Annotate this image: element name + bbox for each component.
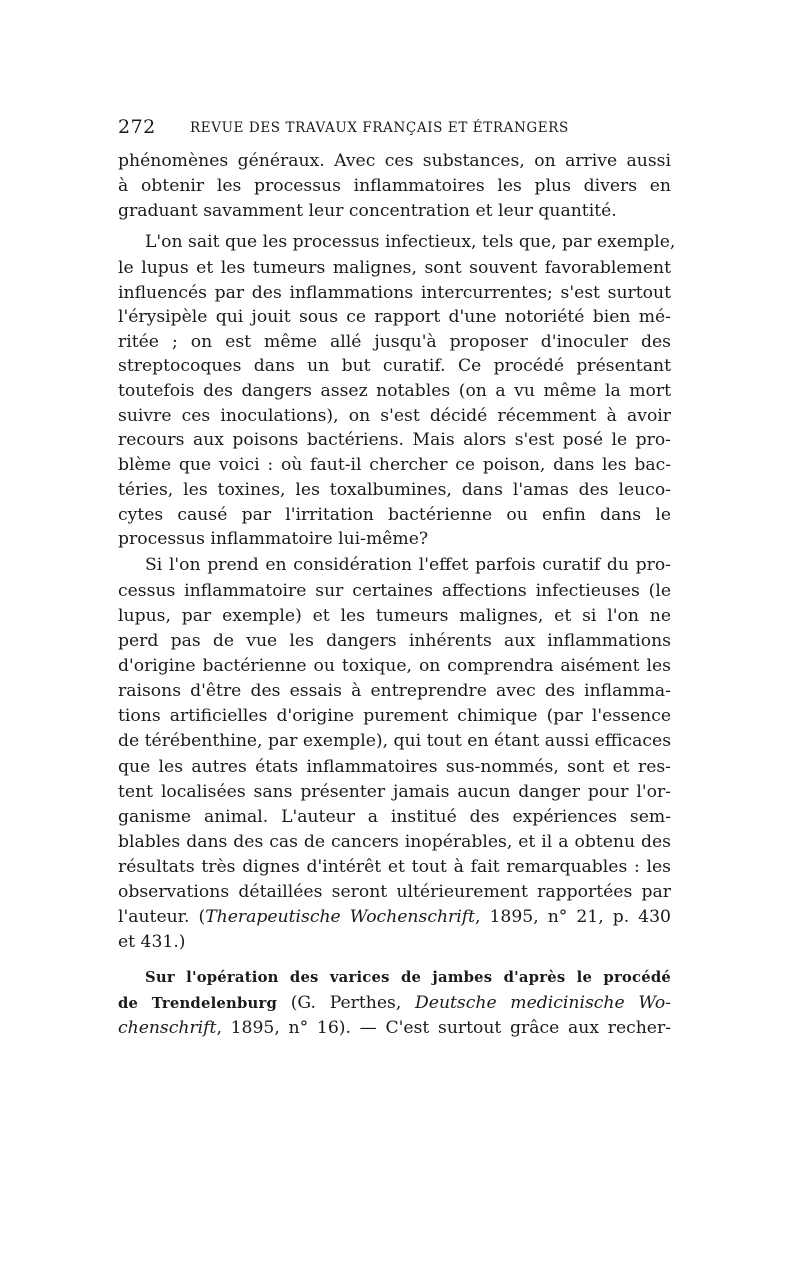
text-line: observations détaillées seront ultérieurement rapportées par [118,882,671,902]
text-line: ritée ; on est même allé jusqu'à proposer d'inoculer des [118,332,671,352]
citation-details: , 1895, n° 21, p. 430 [475,907,671,927]
text-line: suivre ces inoculations), on s'est décidé récemment à avoir [118,406,671,426]
text-line: L'on sait que les processus infectieux, tels que, par exemple, [145,232,676,252]
text-line: graduant savamment leur concentration et leur quantité. [118,201,617,221]
citation-journal: Therapeutische Wochenschrift [205,907,475,927]
article-journal-end: chenschrift [118,1018,217,1038]
citation-end: et 431.) [118,932,186,952]
article-author: (G. Perthes, [277,993,415,1013]
text-line: de térébenthine, par exemple), qui tout en étant aussi efficaces [118,731,672,751]
text-line: influencés par des inflammations intercurrentes; s'est surtout [118,283,671,303]
text-line: l'érysipèle qui jouit sous ce rapport d'une notoriété bien mé- [118,307,671,327]
citation-prefix: l'auteur. ( [118,907,206,927]
article-journal: Deutsche medicinische Wo- [415,993,671,1013]
text-line: téries, les toxines, les toxalbumines, dans l'amas des leuco- [118,480,671,500]
article-line [118,1016,671,1040]
article-title: Sur l'opération des varices de jambes d'après le procédé [145,969,671,986]
text-line: le lupus et les tumeurs malignes, sont souvent favorablement [118,258,671,278]
text-line: blème que voici : où faut-il chercher ce poison, dans les bac- [118,455,671,475]
page-number: 272 [118,116,156,138]
text-line: streptocoques dans un but curatif. Ce procédé présentant [118,356,671,376]
text-line: recours aux poisons bactériens. Mais alors s'est posé le pro- [118,430,671,450]
text-line: ganisme animal. L'auteur a institué des expériences sem- [118,807,671,827]
text-line: lupus, par exemple) et les tumeurs malignes, et si l'on ne [118,606,671,626]
text-line: blables dans des cas de cancers inopérables, et il a obtenu des [118,832,671,852]
text-line: à obtenir les processus inflammatoires les plus divers en [118,176,671,196]
running-title: REVUE DES TRAVAUX FRANÇAIS ET ÉTRANGERS [190,120,569,136]
text-line: toutefois des dangers assez notables (on a vu même la mort [118,381,671,401]
text-line: tent localisées sans présenter jamais aucun danger pour l'or- [118,782,671,802]
article-text: , 1895, n° 16). — C'est surtout grâce aux recher- [216,1018,671,1038]
text-line: cytes causé par l'irritation bactérienne ou enfin dans le [118,505,671,525]
article-line [118,991,671,1015]
text-line: perd pas de vue les dangers inhérents aux inflammations [118,631,671,651]
text-line: que les autres états inflammatoires sus-nommés, sont et res- [118,757,671,777]
text-line: phénomènes généraux. Avec ces substances, on arrive aussi [118,151,671,171]
article-title-end: de Trendelenburg [118,995,278,1012]
citation-line [118,905,671,929]
text-line: d'origine bactérienne ou toxique, on comprendra aisément les [118,656,671,676]
text-line: Si l'on prend en considération l'effet parfois curatif du pro- [145,555,671,575]
page-header [118,116,678,140]
text-line: tions artificielles d'origine purement chimique (par l'essence [118,706,671,726]
text-line: raisons d'être des essais à entreprendre avec des inflamma- [118,681,671,701]
text-line: processus inflammatoire lui-même? [118,529,429,549]
text-line: cessus inflammatoire sur certaines affections infectieuses (le [118,581,671,601]
text-line: résultats très dignes d'intérêt et tout à fait remarquables : les [118,857,671,877]
